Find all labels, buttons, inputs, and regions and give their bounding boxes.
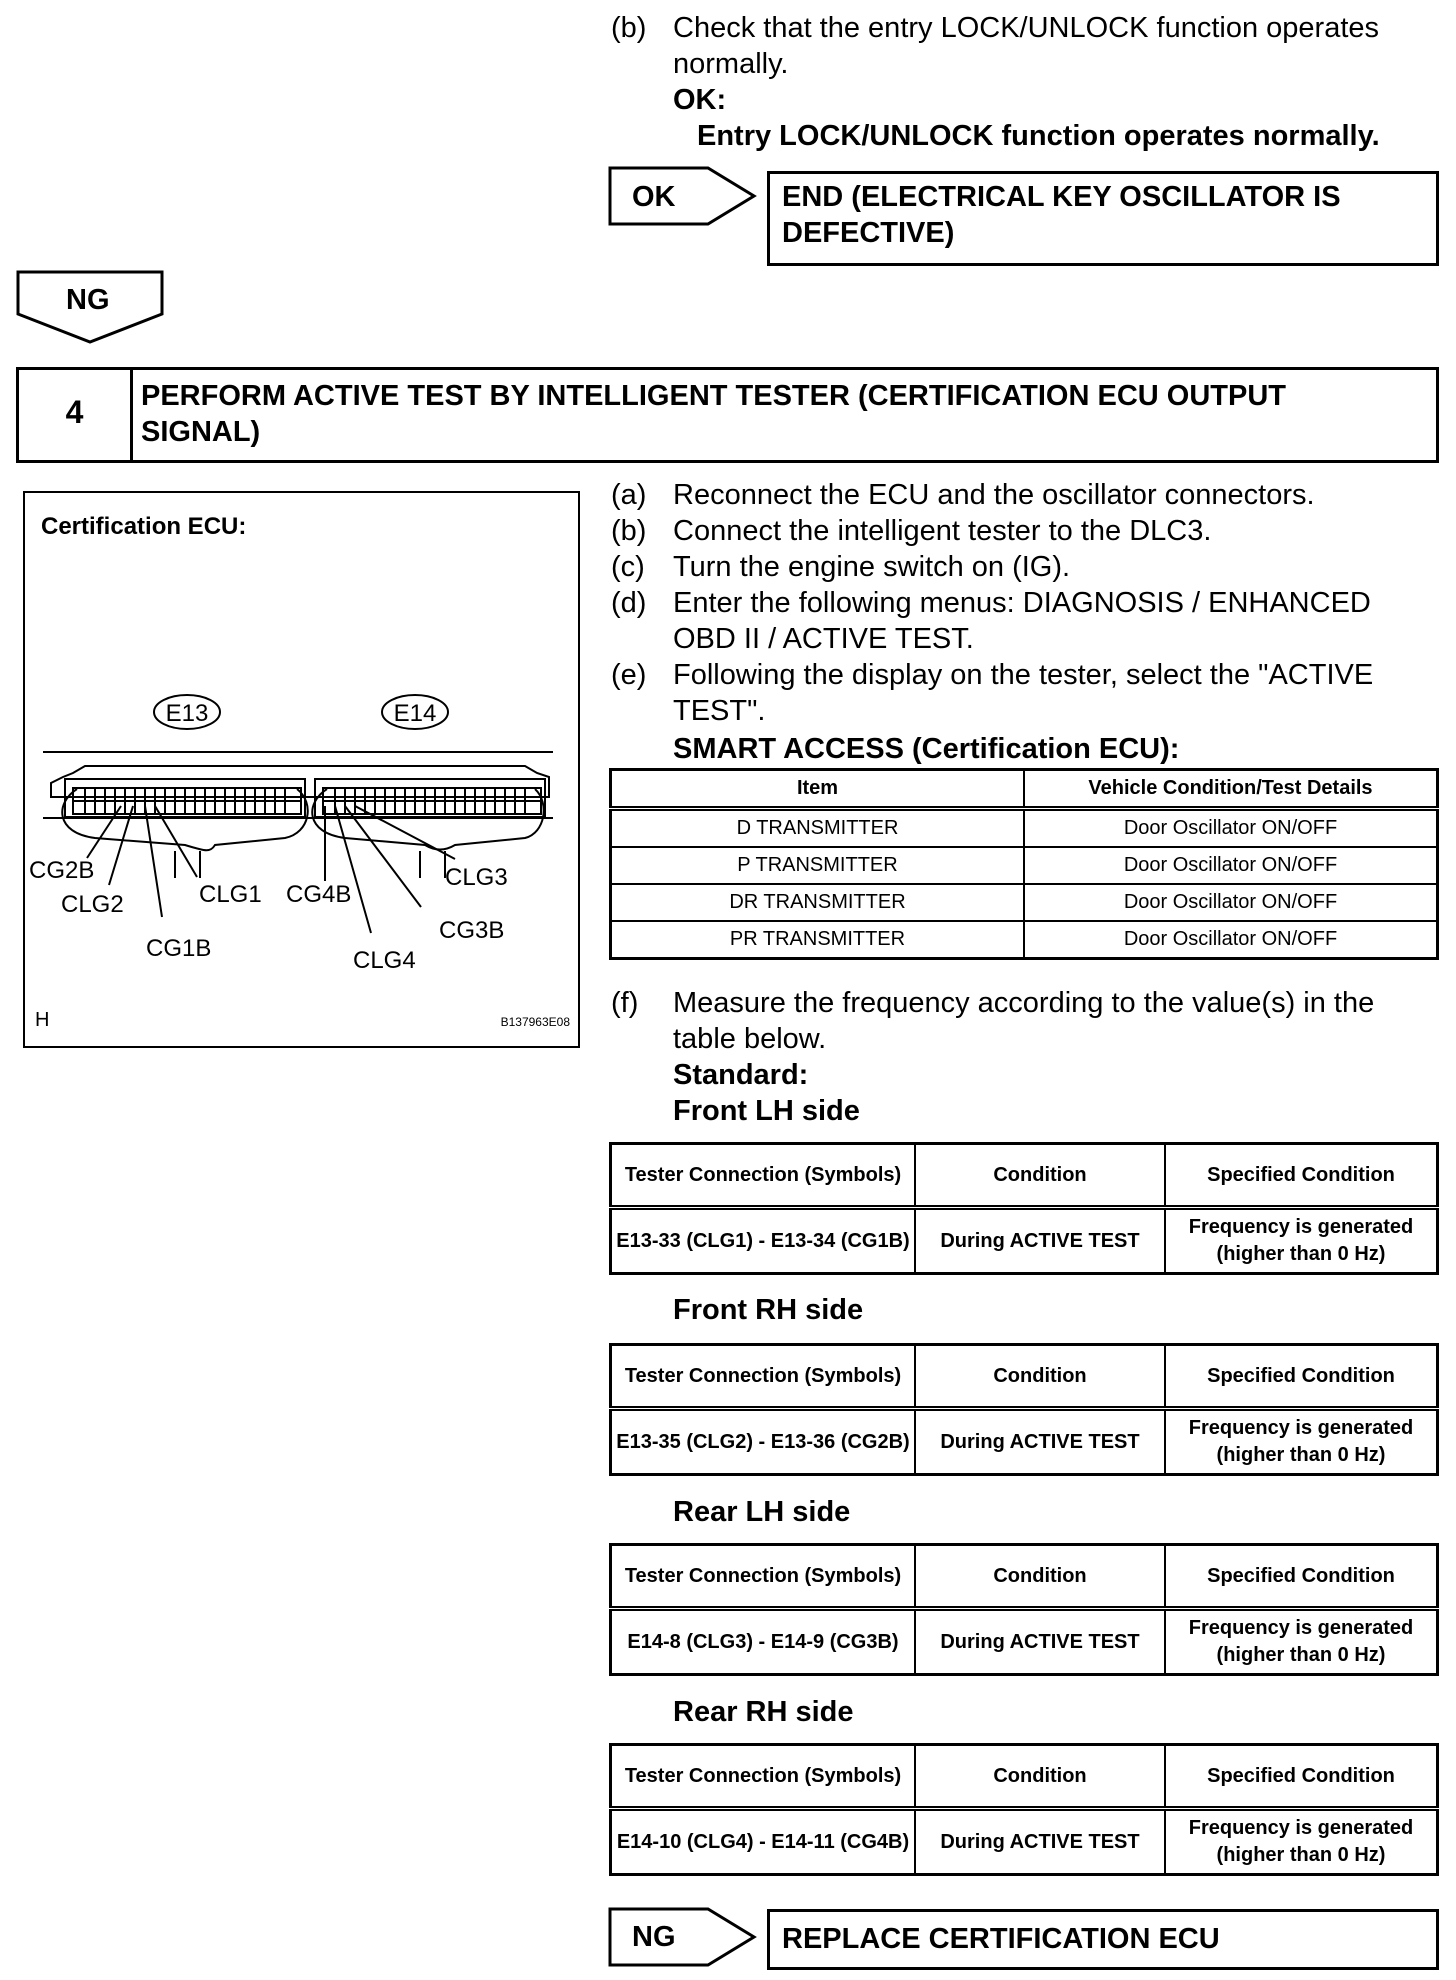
connector-e14-label: E14: [393, 700, 437, 727]
spec-table-front-rh: [609, 1343, 1439, 1476]
table-row: [611, 847, 1438, 884]
header: Specified Condition: [1165, 1144, 1438, 1208]
cell: Frequency is generated (higher than 0 Hz): [1165, 1609, 1438, 1675]
step-d-label: (d): [611, 587, 647, 619]
header: Condition: [915, 1345, 1165, 1409]
ok-arrow-icon: [608, 166, 758, 228]
header: Tester Connection (Symbols): [611, 1745, 916, 1809]
header-item: Item: [611, 770, 1025, 809]
cell: Frequency is generated (higher than 0 Hz): [1165, 1208, 1438, 1274]
cell: Frequency is generated (higher than 0 Hz): [1165, 1809, 1438, 1875]
cell: During ACTIVE TEST: [915, 1409, 1165, 1475]
check-label: (b): [611, 12, 647, 44]
cell: PR TRANSMITTER: [611, 921, 1025, 959]
cell: E14-8 (CLG3) - E14-9 (CG3B): [611, 1609, 916, 1675]
table-row: [611, 921, 1438, 959]
step-a-text: Reconnect the ECU and the oscillator connectors.: [673, 479, 1315, 511]
header: Condition: [915, 1745, 1165, 1809]
ok-label: OK:: [673, 84, 727, 116]
ng-final-arrow-label: NG: [632, 1921, 676, 1953]
ng-arrow-label: NG: [66, 284, 110, 316]
cell: During ACTIVE TEST: [915, 1208, 1165, 1274]
pin-cg2b: CG2B: [29, 857, 95, 884]
step-number: 4: [19, 370, 133, 460]
table-row: [611, 1409, 1438, 1475]
smart-access-table: [609, 768, 1439, 960]
measure-text: Measure the frequency according to the value(s) in the table below.: [673, 987, 1375, 1055]
connector-e13-label: E13: [165, 700, 209, 727]
spec-table-rear-rh: [609, 1743, 1439, 1876]
cell: P TRANSMITTER: [611, 847, 1025, 884]
pin-clg1: CLG1: [199, 881, 262, 908]
cell: Door Oscillator ON/OFF: [1024, 921, 1438, 959]
ok-arrow-label: OK: [632, 181, 676, 213]
cell: Door Oscillator ON/OFF: [1024, 847, 1438, 884]
spec-table-rear-lh: [609, 1543, 1439, 1676]
header: Condition: [915, 1144, 1165, 1208]
header-details: Vehicle Condition/Test Details: [1024, 770, 1438, 809]
pin-clg3: CLG3: [445, 864, 508, 891]
ecu-connector-drawing: [25, 493, 578, 1046]
table-title-front-rh: Front RH side: [673, 1294, 864, 1326]
pin-clg4: CLG4: [353, 947, 416, 974]
end-result-box: END (ELECTRICAL KEY OSCILLATOR IS DEFECTIVE): [767, 171, 1439, 266]
cell: Door Oscillator ON/OFF: [1024, 884, 1438, 921]
header: Specified Condition: [1165, 1745, 1438, 1809]
cell: Door Oscillator ON/OFF: [1024, 809, 1438, 848]
cell: E13-35 (CLG2) - E13-36 (CG2B): [611, 1409, 916, 1475]
ok-text: Entry LOCK/UNLOCK function operates normally.: [697, 120, 1380, 152]
pin-cg1b: CG1B: [146, 935, 212, 962]
step-c-label: (c): [611, 551, 645, 583]
header: Specified Condition: [1165, 1345, 1438, 1409]
diagram-code: B137963E08: [500, 1015, 570, 1029]
cell: During ACTIVE TEST: [915, 1809, 1165, 1875]
diagram-corner-letter: H: [35, 1009, 50, 1031]
table-title-rear-lh: Rear LH side: [673, 1496, 851, 1528]
cell: E13-33 (CLG1) - E13-34 (CG1B): [611, 1208, 916, 1274]
pin-cg4b: CG4B: [286, 881, 352, 908]
standard-label: Standard:: [673, 1059, 809, 1091]
table-title-rear-rh: Rear RH side: [673, 1696, 854, 1728]
pin-cg3b: CG3B: [439, 917, 505, 944]
ecu-diagram: [23, 491, 580, 1048]
table-title-front-lh: Front LH side: [673, 1095, 860, 1127]
table-row: [611, 809, 1438, 848]
spec-table-front-lh: [609, 1142, 1439, 1275]
step-header: [16, 367, 1439, 463]
step-e-text: Following the display on the tester, select the "ACTIVE TEST".: [673, 659, 1374, 727]
table-row: [611, 1609, 1438, 1675]
header: Tester Connection (Symbols): [611, 1545, 916, 1609]
step-c-text: Turn the engine switch on (IG).: [673, 551, 1071, 583]
cell: E14-10 (CLG4) - E14-11 (CG4B): [611, 1809, 916, 1875]
step-title: PERFORM ACTIVE TEST BY INTELLIGENT TESTER (CERTIFICATION ECU OUTPUT SIGNAL): [141, 380, 1286, 448]
header: Tester Connection (Symbols): [611, 1144, 916, 1208]
cell: DR TRANSMITTER: [611, 884, 1025, 921]
replace-ecu-text: REPLACE CERTIFICATION ECU: [782, 1923, 1220, 1955]
header: Specified Condition: [1165, 1545, 1438, 1609]
table-row: [611, 1208, 1438, 1274]
header: Condition: [915, 1545, 1165, 1609]
ng-final-arrow-icon: [608, 1907, 758, 1969]
step-e-label: (e): [611, 659, 647, 691]
step-a-label: (a): [611, 479, 647, 511]
cell: During ACTIVE TEST: [915, 1609, 1165, 1675]
measure-label: (f): [611, 987, 639, 1019]
check-text: Check that the entry LOCK/UNLOCK function operates normally.: [673, 12, 1380, 80]
cell: D TRANSMITTER: [611, 809, 1025, 848]
table-row: [611, 1809, 1438, 1875]
smart-access-title: SMART ACCESS (Certification ECU):: [673, 733, 1180, 765]
step-b-label: (b): [611, 515, 647, 547]
diagram-title: Certification ECU:: [41, 513, 247, 540]
replace-ecu-box: [767, 1909, 1439, 1970]
pin-clg2: CLG2: [61, 891, 124, 918]
header: Tester Connection (Symbols): [611, 1345, 916, 1409]
step-d-text: Enter the following menus: DIAGNOSIS / ENHANCED OBD II / ACTIVE TEST.: [673, 587, 1371, 655]
table-row: [611, 884, 1438, 921]
cell: Frequency is generated (higher than 0 Hz): [1165, 1409, 1438, 1475]
step-b-text: Connect the intelligent tester to the DLC3.: [673, 515, 1212, 547]
